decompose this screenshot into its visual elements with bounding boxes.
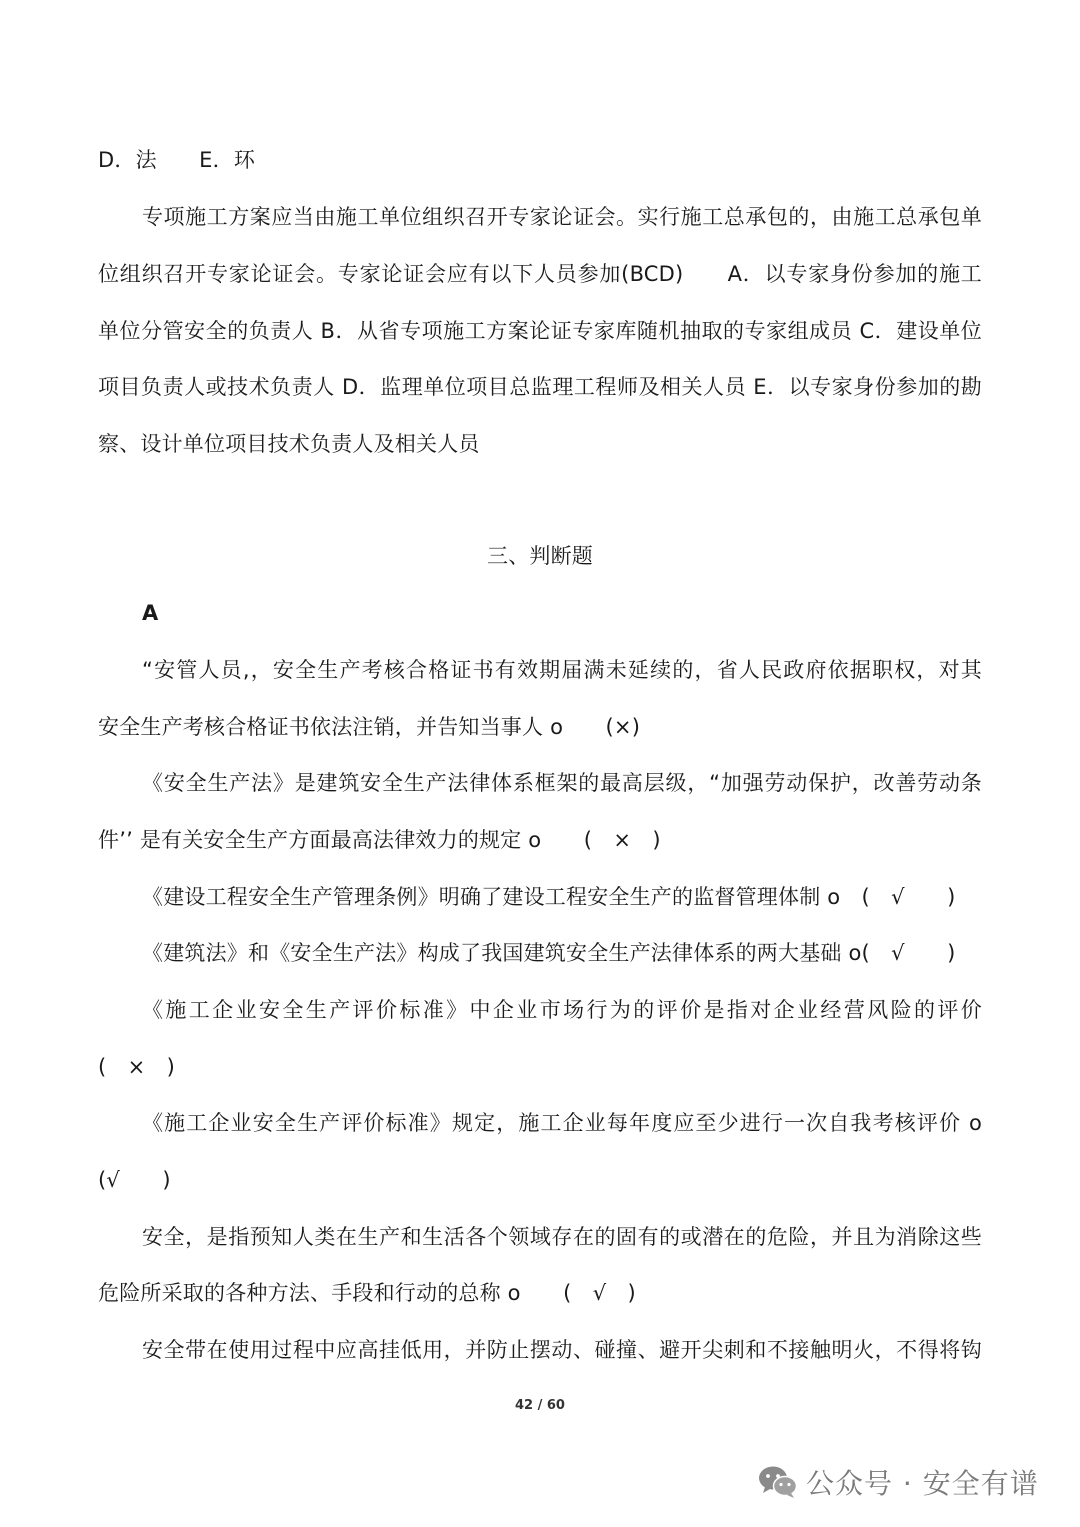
wechat-icon (758, 1465, 798, 1499)
judgment-line: 安全生产考核合格证书依法注销，并告知当事人 o (×) (98, 715, 641, 739)
watermark-text: 公众号 · 安全有谱 (806, 1467, 1039, 1500)
judgment-line: 《施工企业安全生产评价标准》规定，施工企业每年度应至少进行一次自我考核评价 o (142, 1111, 982, 1135)
paragraph-line: 察、设计单位项目技术负责人及相关人员 (98, 432, 480, 456)
judgment-line: 安全带在使用过程中应高挂低用，并防止摆动、碰撞、避开尖刺和不接触明火，不得将钩 (142, 1338, 982, 1362)
paragraph-line: 单位分管安全的负责人 B．从省专项施工方案论证专家库随机抽取的专家组成员 C．建设单位 (98, 319, 982, 343)
judgment-line: 《安全生产法》是建筑安全生产法律体系框架的最高层级，“加强劳动保护，改善劳动条 (142, 771, 982, 795)
judgment-line: “安管人员,，安全生产考核合格证书有效期届满未延续的，省人民政府依据职权，对其 (142, 658, 982, 682)
paragraph-line: 位组织召开专家论证会。专家论证会应有以下人员参加(BCD) A．以专家身份参加的施工 (98, 262, 982, 286)
paragraph-line: 专项施工方案应当由施工单位组织召开专家论证会。实行施工总承包的，由施工总承包单 (142, 205, 982, 229)
paragraph-line: 项目负责人或技术负责人 D．监理单位项目总监理工程师及相关人员 E．以专家身份参加的勘 (98, 375, 982, 399)
section-title: 三、判断题 (487, 544, 593, 568)
section-letter: A (142, 601, 159, 625)
watermark (758, 1462, 1039, 1502)
judgment-line: 《建筑法》和《安全生产法》构成了我国建筑安全生产法律体系的两大基础 o( √ ) (142, 941, 956, 965)
judgment-line: 《建设工程安全生产管理条例》明确了建设工程安全生产的监督管理体制 o ( √ ) (142, 885, 956, 909)
page-number: 42 / 60 (515, 1398, 565, 1413)
judgment-line: ( × ) (98, 1055, 175, 1079)
judgment-line: 《施工企业安全生产评价标准》中企业市场行为的评价是指对企业经营风险的评价 (142, 998, 982, 1022)
option-line: D．法 E．环 (98, 148, 256, 172)
judgment-line: (√ ) (98, 1168, 171, 1192)
judgment-line: 安全，是指预知人类在生产和生活各个领域存在的固有的或潜在的危险，并且为消除这些 (142, 1225, 982, 1249)
judgment-line: 件’’ 是有关安全生产方面最高法律效力的规定 o ( × ) (98, 828, 661, 852)
judgment-line: 危险所采取的各种方法、手段和行动的总称 o ( √ ) (98, 1281, 636, 1305)
